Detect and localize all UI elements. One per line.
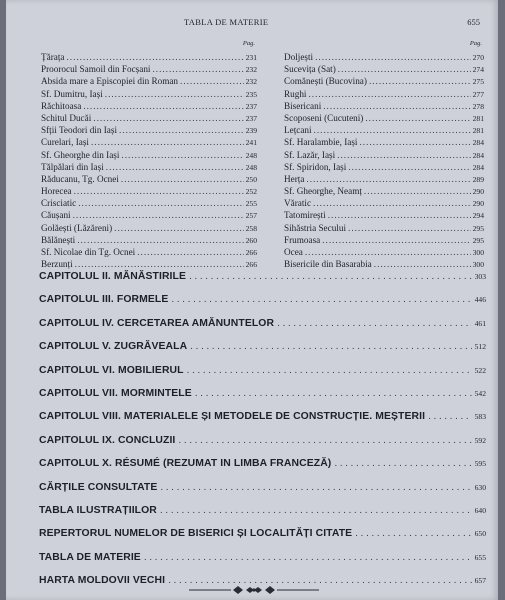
toc-entry [41,234,257,246]
entry-page-number: 295 [472,223,484,233]
entry-page-number: 655 [474,552,486,562]
chapter-entry [39,382,486,405]
entry-page-number: 281 [472,126,484,136]
entry-title: CAPITOLUL VII. MORMINTELE [39,387,192,399]
right-column [284,40,484,270]
entry-title: Sf. Haralambie, Iași [284,137,358,148]
toc-entry [284,185,484,197]
entry-page-number: 290 [472,199,484,209]
entry-title: TABLA DE MATERIE [39,551,141,563]
leader-dots [178,429,471,452]
leader-dots [160,499,472,522]
toc-entry [284,51,484,63]
toc-entry [284,63,484,75]
leader-dots [121,173,244,185]
leader-dots [77,234,243,246]
entry-page-number: 284 [472,162,484,172]
chapter-entry [39,429,486,452]
toc-entry [41,75,257,87]
entry-page-number: 461 [474,318,486,328]
entry-title: Herța [284,173,305,184]
leader-dots [428,405,472,428]
leader-dots [277,312,472,335]
chapter-entry [39,452,486,475]
leader-dots [114,222,243,234]
toc-entry [284,197,484,209]
entry-title: Sihăstria Secului [284,222,347,233]
entry-page-number: 281 [472,113,484,123]
entry-title: Proorocul Samoil din Focșani [41,64,151,75]
entry-page-number: 231 [245,53,257,62]
entry-page-number: 277 [472,89,484,99]
entry-title: CAPITOLUL X. RÉSUMÉ (REZUMAT IN LIMBA FRANCEZĂ) [39,458,332,470]
leader-dots [137,246,243,258]
chapter-entry [39,265,486,288]
leader-dots [189,265,472,288]
entry-page-number: 232 [245,77,257,87]
entry-title: CAPITOLUL III. FORMELE [39,294,169,306]
chapter-entry [39,522,486,545]
leader-dots [91,136,244,148]
chapter-entry [39,288,486,311]
leader-dots [195,382,472,405]
entry-page-number: 640 [474,505,486,515]
entry-page-number: 250 [245,174,257,184]
leader-dots [187,359,472,382]
leader-dots [152,63,243,75]
toc-entry [41,100,257,112]
entry-title: Bisericile din Basarabia [284,259,372,270]
entry-page-number: 592 [474,435,486,445]
page-number: 655 [467,17,480,27]
leader-dots [365,112,470,124]
entry-title: CAPITOLUL IX. CONCLUZII [39,434,176,446]
entry-title: Sucevița (Sat) [284,64,336,75]
chapter-entry [39,499,486,522]
entry-title: Crisciatic [41,198,77,209]
running-title: TABLA DE MATERIE [184,17,269,27]
entry-title: Scoposeni (Cucuteni) [284,112,364,123]
entry-title: Lețcani [284,125,312,136]
leader-dots [334,452,471,475]
entry-page-number: 274 [472,65,484,75]
leader-dots [315,51,471,63]
entry-title: Ocea [284,247,303,257]
entry-title: REPERTORUL NUMELOR DE BISERICI ȘI LOCALITĂȚI CITATE [39,528,353,540]
entry-title: CAPITOLUL VIII. MATERIALELE ȘI METODELE DE CONSTRUCȚIE. MEȘTERII [39,411,426,423]
leader-dots [337,149,470,161]
left-entry-list [41,51,257,270]
entry-title: Berzunți [41,259,73,270]
chapter-entry [39,359,486,382]
entry-page-number: 300 [472,260,484,270]
pag-label: Pag. [469,40,482,47]
entry-title: Comănești (Bucovina) [284,76,367,87]
entry-page-number: 303 [474,272,486,281]
toc-entry [284,88,484,100]
leader-dots [306,173,470,185]
entry-page-number: 241 [245,138,257,148]
entry-page-number: 232 [245,65,257,75]
entry-title: Sf. Dumitru, Iași [41,88,103,99]
entry-page-number: 255 [245,199,257,209]
toc-entry [41,112,257,124]
leader-dots [160,476,471,499]
leader-dots [314,124,471,136]
leader-dots [328,209,471,221]
pag-label: Pag. [242,40,255,47]
leader-dots [180,75,244,87]
entry-title: CAPITOLUL IV. CERCETAREA AMĂNUNTELOR [39,317,275,329]
entry-title: Sf. Spiridon, Iași [284,161,347,172]
toc-entry [41,63,257,75]
entry-title: Frumoasa [284,234,321,245]
entry-page-number: 295 [472,235,484,245]
leader-dots [348,222,471,234]
leader-dots [74,185,244,197]
entry-page-number: 239 [245,126,257,136]
toc-entry [284,149,484,161]
entry-page-number: 278 [472,101,484,111]
entry-page-number: 266 [245,248,257,257]
entry-title: HARTA MOLDOVII VECHI [39,575,166,587]
leader-dots [121,149,243,161]
toc-entry [41,246,257,258]
decorative-ornament-icon [189,584,319,596]
right-entry-list [284,51,484,270]
left-column [41,40,257,270]
entry-title: CAPITOLUL V. ZUGRĂVEALA [39,341,188,353]
book-page [6,0,498,600]
entry-page-number: 258 [245,223,257,233]
entry-title: TABLA ILUSTRAȚIILOR [39,504,157,516]
leader-dots [348,161,470,173]
toc-entry [41,161,257,173]
leader-dots [83,100,243,112]
toc-entry [284,75,484,87]
leader-dots [78,197,243,209]
entry-page-number: 252 [245,187,257,197]
leader-dots [73,209,244,221]
leader-dots [359,136,470,148]
toc-entry [41,149,257,161]
entry-page-number: 284 [472,150,484,160]
entry-title: Doljești [284,52,314,62]
toc-entry [284,173,484,185]
leader-dots [364,185,471,197]
entry-page-number: 289 [472,174,484,184]
entry-page-number: 237 [245,113,257,123]
entry-page-number: 237 [245,101,257,111]
chapter-list [39,265,486,592]
toc-entry [41,173,257,185]
leader-dots [93,112,243,124]
entry-title: Căușani [41,210,71,221]
entry-title: Bălănești [41,234,76,245]
toc-entry [284,124,484,136]
toc-entry [41,222,257,234]
page-header [6,17,498,31]
entry-title: CĂRȚILE CONSULTATE [39,481,158,493]
entry-title: Sfții Teodori din Iași [41,125,117,136]
entry-page-number: 248 [245,150,257,160]
entry-title: Bisericani [284,100,322,111]
toc-entry [41,51,257,63]
chapter-entry [39,546,486,569]
toc-entry [284,100,484,112]
leader-dots [313,197,471,209]
entry-title: Văratic [284,198,312,209]
entry-title: Țărața [41,52,65,62]
entry-title: Sf. Gheorghe din Iași [41,149,120,160]
entry-title: Rughi [284,88,307,99]
entry-page-number: 260 [245,235,257,245]
leader-dots [338,63,471,75]
toc-entry [41,209,257,221]
entry-page-number: 248 [245,162,257,172]
leader-dots [171,288,471,311]
chapter-entry [39,476,486,499]
entry-page-number: 522 [474,365,486,375]
toc-entry [41,124,257,136]
toc-entry [284,246,484,258]
entry-page-number: 583 [474,412,486,422]
entry-title: Sf. Nicolae din Tg. Ocnei [41,247,136,257]
entry-title: Tatomirești [284,210,326,221]
entry-page-number: 650 [474,529,486,539]
entry-page-number: 542 [474,388,486,398]
leader-dots [105,88,244,100]
toc-entry [41,197,257,209]
entry-title: Horecea [41,186,72,197]
leader-dots [355,522,471,545]
chapter-entry [39,335,486,358]
entry-page-number: 294 [472,211,484,221]
toc-entry [41,88,257,100]
leader-dots [369,75,471,87]
toc-entry [284,222,484,234]
toc-entry [41,136,257,148]
entry-page-number: 300 [472,248,484,257]
entry-page-number: 657 [474,576,486,586]
toc-entry [284,136,484,148]
leader-dots [190,335,471,358]
entry-title: CAPITOLUL VI. MOBILIERUL [39,364,184,376]
entry-page-number: 270 [472,53,484,62]
entry-title: Curelari, Iași [41,137,89,148]
chapter-entry [39,312,486,335]
entry-page-number: 446 [474,295,486,305]
leader-dots [106,161,244,173]
entry-page-number: 266 [245,260,257,270]
entry-page-number: 275 [472,77,484,87]
entry-title: CAPITOLUL II. MĂNĂSTIRILE [39,271,187,282]
entry-page-number: 257 [245,211,257,221]
leader-dots [66,51,243,63]
toc-entry [284,112,484,124]
entry-title: Sf. Lazăr, Iași [284,149,336,160]
entry-title: Golăești (Lăzăreni) [41,222,113,233]
toc-entry [41,185,257,197]
entry-page-number: 235 [245,89,257,99]
leader-dots [322,234,470,246]
chapter-entry [39,405,486,428]
leader-dots [323,100,470,112]
entry-title: Absida mare a Episcopiei din Roman [41,76,179,87]
entry-page-number: 630 [474,482,486,492]
leader-dots [305,246,471,258]
leader-dots [119,124,244,136]
entry-page-number: 290 [472,187,484,197]
leader-dots [144,546,472,569]
toc-entry [284,234,484,246]
entry-page-number: 284 [472,138,484,148]
toc-entry [284,161,484,173]
leader-dots [308,88,470,100]
entry-title: Schitul Ducăi [41,112,92,123]
entry-page-number: 595 [474,459,486,469]
entry-title: Răducanu, Tg. Ocnei [41,173,119,184]
entry-page-number: 512 [474,342,486,352]
entry-title: Răchitoasa [41,100,82,111]
entry-title: Tălpălari din Iași [41,161,104,172]
toc-entry [284,209,484,221]
entry-title: Sf. Gheorghe, Neamț [284,186,362,197]
